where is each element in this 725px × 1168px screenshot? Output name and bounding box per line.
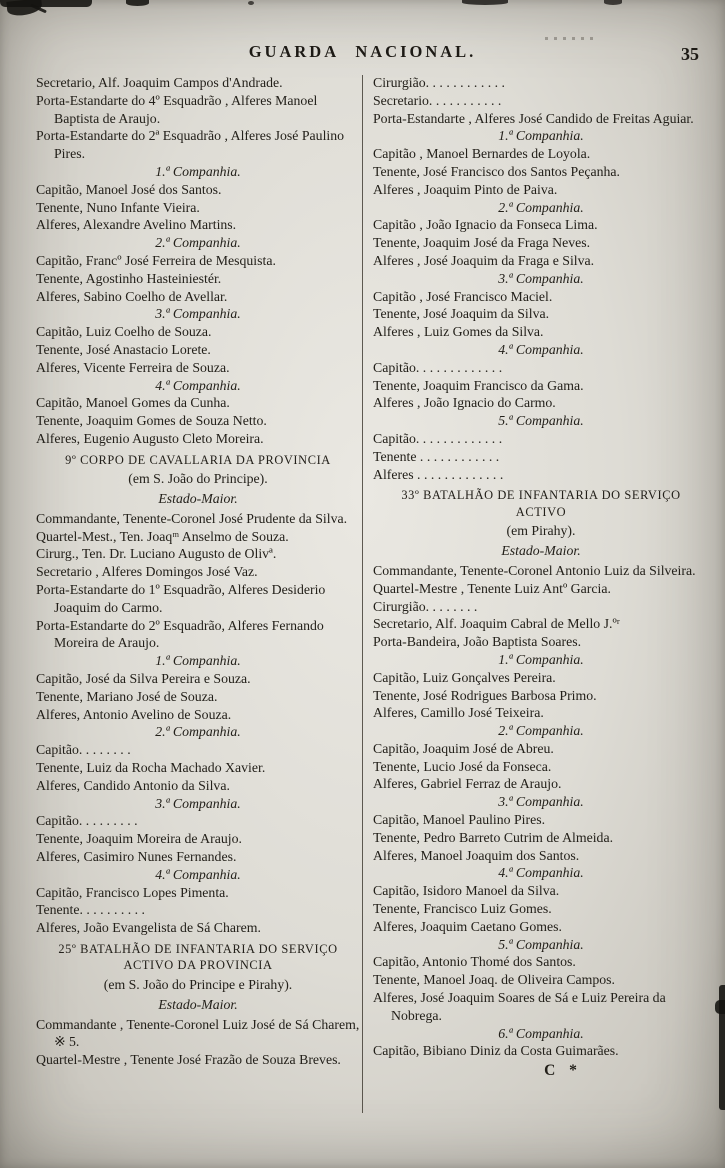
entry-line: Alferes , Joaquim Pinto de Paiva. xyxy=(373,181,558,197)
company-heading: 5.ª Companhia. xyxy=(498,413,584,429)
company-heading: 3.ª Companhia. xyxy=(498,270,584,286)
entry-line: Capitão, Isidoro Manoel da Silva. xyxy=(373,883,560,899)
company-heading: 4.ª Companhia. xyxy=(155,866,241,882)
entry-line: Capitão. . . . . . . . . xyxy=(36,813,138,829)
entry-line: Alferes , José Joaquim da Fraga e Silva. xyxy=(373,252,595,268)
entry-line: Alferes, José Joaquim Soares de Sá e Luiz Pereira da Nobrega. xyxy=(373,990,666,1023)
entry-line: Alferes, Candido Antonio da Silva. xyxy=(36,777,230,793)
entry-line: Porta-Estandarte do 2ª Esquadrão , Alferes José Paulino Pires. xyxy=(36,128,345,162)
entry-line: Alferes, Gabriel Ferraz de Araujo. xyxy=(373,776,562,792)
left-column xyxy=(36,74,360,1069)
company-heading: 6.ª Companhia. xyxy=(498,1025,584,1041)
entry-line: Porta-Estandarte do 2º Esquadrão, Alferes Fernando Moreira de Araujo. xyxy=(36,617,324,651)
company-heading: 1.ª Companhia. xyxy=(155,653,241,669)
signature-mark: C * xyxy=(544,1062,582,1080)
company-heading: 4.ª Companhia. xyxy=(498,865,584,881)
right-column xyxy=(366,74,709,1080)
entry-line: Tenente, Joaquim Moreira de Araujo. xyxy=(36,831,242,847)
entry-line: Capitão , José Francisco Maciel. xyxy=(373,288,553,304)
entry-line: Capitão, Francisco Lopes Pimenta. xyxy=(36,884,229,900)
entry-line: Tenente, Francisco Luiz Gomes. xyxy=(373,901,552,917)
entry-line: Tenente, Luiz da Rocha Machado Xavier. xyxy=(36,759,266,775)
section-heading: 25º BATALHÃO DE INFANTARIA DO SERVIÇO ACTIVO DA PROVINCIA xyxy=(58,941,338,973)
entry-line: Capitão, Manoel Paulino Pires. xyxy=(373,812,546,828)
estado-maior-heading: Estado-Maior. xyxy=(158,491,238,507)
entry-line: Porta-Estandarte do 1º Esquadrão, Alferes Desiderio Joaquim do Carmo. xyxy=(36,582,326,615)
entry-line: Alferes, Joaquim Caetano Gomes. xyxy=(373,918,562,934)
entry-line: Capitão, Luiz Coelho de Souza. xyxy=(36,324,212,340)
entry-line: Tenente, José Anastacio Lorete. xyxy=(36,341,211,357)
columns-container xyxy=(36,74,709,1113)
section-heading: 9º CORPO DE CAVALLARIA DA PROVINCIA xyxy=(65,452,331,467)
entry-line: Quartel-Mest., Ten. Joaqᵐ Anselmo de Souza. xyxy=(36,528,289,544)
company-heading: 3.ª Companhia. xyxy=(155,306,241,322)
ink-smudge xyxy=(126,0,149,6)
entry-line: Tenente, Joaquim Gomes de Souza Netto. xyxy=(36,413,267,429)
company-heading: 3.ª Companhia. xyxy=(155,795,241,811)
entry-line: Tenente, Lucio José da Fonseca. xyxy=(373,758,552,774)
location-line: (em S. João do Principe e Pirahy). xyxy=(103,976,293,992)
entry-line: Alferes , João Ignacio do Carmo. xyxy=(373,395,556,411)
entry-line: Tenente, José Rodrigues Barbosa Primo. xyxy=(373,687,597,703)
entry-line: Tenente, Agostinho Hasteiniestér. xyxy=(36,270,222,286)
entry-line: Cirurgião. . . . . . . . . . . . xyxy=(373,75,505,90)
estado-maior-heading: Estado-Maior. xyxy=(501,543,581,559)
entry-line: Capitão, Antonio Thomé dos Santos. xyxy=(373,954,576,970)
company-heading: 1.ª Companhia. xyxy=(155,163,241,179)
location-line: (em S. João do Principe). xyxy=(128,471,268,487)
company-heading: 3.ª Companhia. xyxy=(498,794,584,810)
company-heading: 1.ª Companhia. xyxy=(498,128,584,144)
entry-line: Capitão. . . . . . . . . . . . . xyxy=(373,430,503,446)
section-heading: 33º BATALHÃO DE INFANTARIA DO SERVIÇO ACTIVO xyxy=(401,488,681,519)
entry-line: Capitão , Manoel Bernardes de Loyola. xyxy=(373,146,591,162)
entry-line: Alferes, Eugenio Augusto Cleto Moreira. xyxy=(36,430,264,446)
entry-line: Tenente, Joaquim Francisco da Gama. xyxy=(373,377,584,393)
entry-line: Secretario, Alf. Joaquim Campos d'Andrade. xyxy=(36,75,283,90)
entry-line: Commandante, Tenente-Coronel José Prudente da Silva. xyxy=(36,510,348,526)
entry-line: Tenente, Nuno Infante Vieira. xyxy=(36,199,200,215)
company-heading: 5.ª Companhia. xyxy=(498,936,584,952)
entry-line: Tenente, José Joaquim da Silva. xyxy=(373,306,550,322)
ink-smudge xyxy=(462,0,508,5)
entry-line: Cirurgião. . . . . . . . xyxy=(373,598,478,614)
company-heading: 1.ª Companhia. xyxy=(498,651,584,667)
entry-line: Tenente, José Francisco dos Santos Peçanha. xyxy=(373,163,620,179)
entry-line: Alferes , Luiz Gomes da Silva. xyxy=(373,324,544,340)
page-title: GUARDA NACIONAL. xyxy=(248,42,477,61)
entry-line: Capitão, Joaquim José de Abreu. xyxy=(373,740,554,756)
location-line: (em Pirahy). xyxy=(506,523,576,539)
ink-smudge xyxy=(604,0,622,5)
entry-line: Capitão, Francº José Ferreira de Mesquista. xyxy=(36,252,276,268)
page-number: 35 xyxy=(681,44,699,64)
entry-line: Alferes, Casimiro Nunes Fernandes. xyxy=(36,848,237,864)
entry-line: Tenente, Joaquim José da Fraga Neves. xyxy=(373,235,591,251)
entry-line: Capitão, José da Silva Pereira e Souza. xyxy=(36,671,251,686)
entry-line: Alferes, Alexandre Avelino Martins. xyxy=(36,217,237,233)
entry-line: Commandante , Tenente-Coronel Luiz José de Sá Charem, ※ 5. xyxy=(36,1016,360,1050)
entry-line: Alferes, Manoel Joaquim dos Santos. xyxy=(373,847,580,863)
entry-line: Secretario, Alf. Joaquim Cabral de Mello J.ºʳ xyxy=(373,616,620,632)
entry-line: Tenente. . . . . . . . . . xyxy=(36,902,146,918)
entry-line: Alferes, João Evangelista de Sá Charem. xyxy=(36,920,261,936)
entry-line: Capitão, Luiz Gonçalves Pereira. xyxy=(373,669,556,685)
entry-line: Quartel-Mestre , Tenente José Frazão de Souza Breves. xyxy=(36,1052,341,1068)
entry-line: Quartel-Mestre , Tenente Luiz Antº Garcia. xyxy=(373,580,611,596)
pencil-marks xyxy=(545,37,599,40)
entry-line: Tenente, Pedro Barreto Cutrim de Almeida. xyxy=(373,829,614,845)
page-header xyxy=(0,42,725,62)
company-heading: 2.ª Companhia. xyxy=(155,724,241,740)
entry-line: Alferes, Camillo José Teixeira. xyxy=(373,705,544,721)
entry-line: Porta-Estandarte do 4º Esquadrão , Alferes Manoel Baptista de Araujo. xyxy=(36,92,318,126)
entry-line: Porta-Bandeira, João Baptista Soares. xyxy=(373,634,582,650)
entry-line: Alferes, Vicente Ferreira de Souza. xyxy=(36,359,230,375)
entry-line: Capitão. . . . . . . . xyxy=(36,742,131,758)
entry-line: Porta-Estandarte , Alferes José Candido de Freitas Aguiar. xyxy=(373,110,694,126)
entry-line: Secretario , Alferes Domingos José Vaz. xyxy=(36,564,258,580)
company-heading: 4.ª Companhia. xyxy=(498,341,584,357)
ink-smudge xyxy=(715,1000,725,1014)
entry-line: Tenente . . . . . . . . . . . . xyxy=(373,448,500,464)
entry-line: Capitão , João Ignacio da Fonseca Lima. xyxy=(373,217,598,233)
entry-line: Capitão, Bibiano Diniz da Costa Guimarães. xyxy=(373,1043,619,1059)
entry-line: Capitão, Manoel Gomes da Cunha. xyxy=(36,395,230,411)
entry-line: Commandante, Tenente-Coronel Antonio Luiz da Silveira. xyxy=(373,562,696,578)
company-heading: 2.ª Companhia. xyxy=(155,235,241,251)
company-heading: 2.ª Companhia. xyxy=(498,723,584,739)
entry-line: Tenente, Mariano José de Souza. xyxy=(36,688,218,704)
entry-line: Secretario. . . . . . . . . . . xyxy=(373,92,502,108)
estado-maior-heading: Estado-Maior. xyxy=(158,996,238,1012)
entry-line: Capitão, Manoel José dos Santos. xyxy=(36,181,222,197)
entry-line: Alferes, Sabino Coelho de Avellar. xyxy=(36,288,228,304)
column-divider xyxy=(362,75,363,1113)
entry-line: Tenente, Manoel Joaq. de Oliveira Campos. xyxy=(373,972,615,988)
company-heading: 2.ª Companhia. xyxy=(498,199,584,215)
entry-line: Alferes, Antonio Avelino de Souza. xyxy=(36,706,232,722)
entry-line: Alferes . . . . . . . . . . . . . xyxy=(373,466,504,482)
company-heading: 4.ª Companhia. xyxy=(155,377,241,393)
ink-smudge xyxy=(248,1,254,5)
entry-line: Capitão. . . . . . . . . . . . . xyxy=(373,359,503,375)
entry-line: Cirurg., Ten. Dr. Luciano Augusto de Olivª. xyxy=(36,546,277,562)
